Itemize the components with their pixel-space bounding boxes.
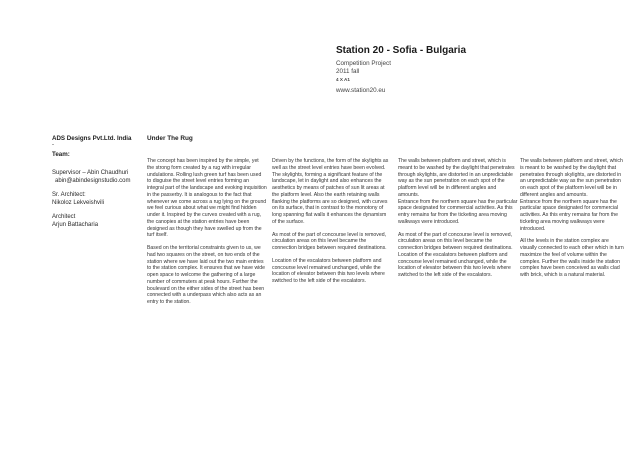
sr-architect-name: Nikoloz Lekveishvili	[52, 199, 105, 206]
text-column-2	[272, 158, 392, 291]
team-label: Team:	[52, 151, 70, 158]
team-sidebar	[52, 135, 144, 237]
column-paragraph: All the levels in the station complex are visually connected to each other which in turn maximize the feel of volume within the complex. Further the walls inside the station complex have been conceived as walls clad with brick, which is a natural material.	[520, 238, 624, 278]
project-title: Station 20 - Sofia - Bulgaria	[336, 45, 467, 56]
column-paragraph: As most of the part of concourse level is removed, circulation areas on this level became the connection bridges between required destinations.	[398, 231, 513, 251]
architect-block	[52, 214, 144, 229]
company-name: ADS Designs Pvt.Ltd. India	[52, 135, 132, 142]
text-column-1	[147, 158, 267, 312]
architect-name: Arjun Battacharia	[52, 221, 99, 228]
column-paragraph: The walls between platform and street, which is meant to be washed by the daylight that penetrates through skylights, are distorted in an unpredictable way as the sun penetration on each spot of the platform level will be in different angles and amounts.	[398, 158, 515, 198]
column-paragraph: The walls between platform and street, which is meant to be washed by the daylight that penetrates through skylights, are distorted in an unpredictable way as the sun penetration on each spot of the platform level will be in different angles and amounts.	[520, 158, 623, 198]
supervisor-email: abin@abindesignstudio.com	[55, 177, 131, 184]
text-column-3	[398, 158, 518, 285]
section-heading: Under The Rug	[147, 135, 193, 142]
separator-dash: -	[52, 142, 54, 148]
column-paragraph: The concept has been inspired by the simple, yet the strong form created by a rug with irregular undulations. Rolling lush green turf has been used to disguise the street level entries forming an integral part of the landscape and evoking inquisition in the passerby. It is analogous to the fact that whenever we come across a rug lying on the ground we feel curious about what we might find hidden under it. Inspired by the curves created with a rug, the canopies at the station entries have been designed as though they have swelled up from the turf itself.	[147, 158, 267, 239]
column-paragraph: Based on the territorial constraints given to us, we had two squares on the street, on two ends of the station where we have laid out the two main entries to the station complex. It ensures that we have wide open space to welcome the gathering of a large number of commuters at peak hours. Further the boulevard on the either sides of the street has been connected with a underpass which also acts as an entry to the station.	[147, 245, 266, 305]
project-header	[336, 45, 626, 95]
column-paragraph: Location of the escalators between platform and concourse level remained unchanged, while the location of elevator between this two levels where switched to the left side of the escalators.	[398, 251, 511, 278]
supervisor-block	[52, 170, 144, 185]
sr-architect-role: Sr. Architect:	[52, 192, 86, 199]
column-paragraph: Entrance from the northern square has the particular space designated for commercial activities. As this entry remains far from the ticketing area moving walkways were introduced.	[398, 198, 518, 225]
column-paragraph: Driven by the functions, the form of the skylights as well as the street level entries have been evolved. The skylights, forming a significant feature of the landscape, let in daylight and also enhances the aesthetics by means of patches of sun lit areas at the platform level. Also the earth retaining walls flanking the platforms are so designed, with curves on its surface, that in contrast to the monotony of long spanning flat walls it enhances the dynamism of the surface.	[272, 158, 389, 225]
supervisor-line: Supervisor – Abin Chaudhuri	[52, 170, 129, 176]
column-paragraph: As most of the part of concourse level is removed, circulation areas on this level became the connection bridges between required destinations.	[272, 231, 387, 251]
project-format: 4 X A1	[336, 77, 350, 82]
text-column-4	[520, 158, 624, 285]
column-paragraph: Location of the escalators between platform and concourse level remained unchanged, while the location of elevator between this two levels where switched to the left side of the escalators.	[272, 257, 385, 284]
architect-role: Architect	[52, 214, 76, 221]
sr-architect-block	[52, 192, 144, 207]
project-subtitle: Competition Project	[336, 60, 391, 67]
project-season: 2011 fall	[336, 68, 360, 75]
project-url: www.station20.eu	[336, 87, 386, 94]
column-paragraph: Entrance from the northern square has the particular space designated for commercial activities. As this entry remains far from the ticketing area moving walkways were introduced.	[520, 198, 619, 232]
